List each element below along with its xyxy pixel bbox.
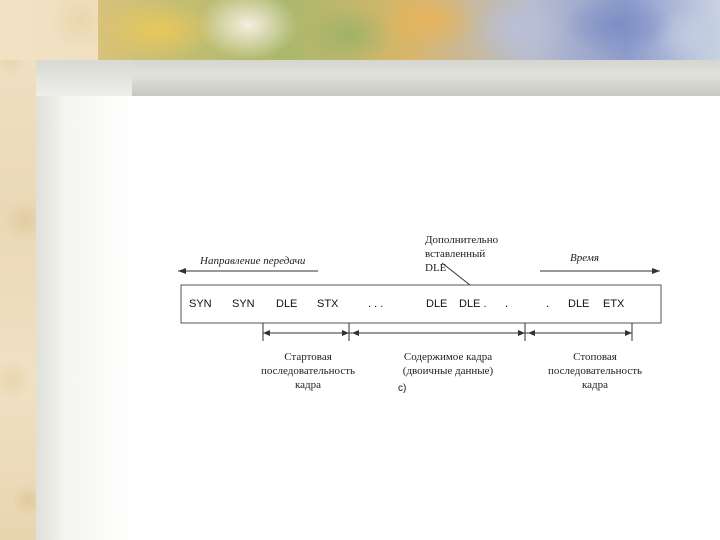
stop-sequence-line2: последовательность: [547, 365, 643, 377]
frame-cell-syn: SYN: [189, 298, 212, 310]
figure-caption: c): [398, 383, 407, 394]
start-sequence-line2: последовательность: [260, 365, 356, 377]
frame-content-line1: Содержимое кадра: [403, 351, 493, 363]
start-sequence-line3: кадра: [294, 379, 322, 391]
frame-cell-stx: STX: [317, 298, 339, 310]
stop-sequence-line1: Стоповая: [573, 351, 617, 363]
time-arrowhead: [652, 268, 660, 274]
frame-cell-dot: .: [505, 298, 509, 310]
direction-label: Направление передачи: [200, 255, 306, 267]
inserted-dle-note-line3: DLE: [425, 262, 447, 274]
frame-content-line2: (двоичные данные): [402, 365, 494, 377]
frame-cell-syn: SYN: [232, 298, 255, 310]
stop-sequence-line3: кадра: [581, 379, 609, 391]
inserted-dle-note-line1: Дополнительно: [425, 234, 499, 246]
frame-cell-etx: ETX: [603, 298, 625, 310]
frame-cell-dle-inserted: DLE .: [459, 298, 487, 310]
direction-arrowhead: [178, 268, 186, 274]
frame-cell-dle: DLE: [426, 298, 448, 310]
frame-cell-dots: . . .: [368, 298, 384, 310]
start-sequence-line1: Стартовая: [284, 351, 332, 363]
frame-cell-dle: DLE: [568, 298, 590, 310]
time-label: Время: [570, 252, 599, 264]
frame-cell-dot: .: [546, 298, 550, 310]
inserted-dle-note-line2: вставленный: [425, 248, 486, 260]
frame-cell-dle: DLE: [276, 298, 298, 310]
